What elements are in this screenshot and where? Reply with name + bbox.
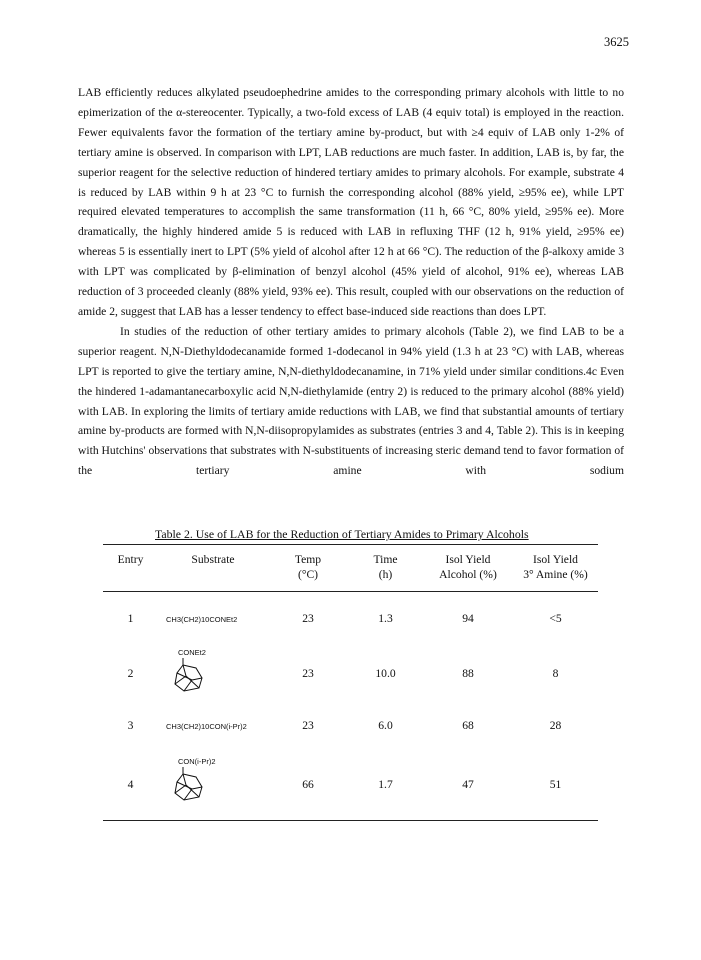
cell-alcohol-yield: 94 [462, 611, 474, 625]
cell-temp: 23 [302, 611, 314, 625]
cell-time: 10.0 [375, 666, 396, 680]
cell-temp: 23 [302, 666, 314, 680]
header-temp: Temp (°C) [268, 545, 348, 592]
cell-time: 1.7 [378, 777, 393, 791]
page-number: 3625 [604, 35, 629, 49]
cell-temp: 66 [302, 777, 314, 791]
table-row [103, 644, 598, 702]
header-entry: Entry [103, 545, 158, 592]
table-header-row [103, 545, 598, 592]
cell-time: 6.0 [378, 718, 393, 732]
substituent-label: CON(i-Pr)2 [178, 756, 216, 766]
cell-amine-yield: 51 [549, 777, 562, 791]
cell-alcohol-yield: 47 [462, 777, 474, 791]
body-text [78, 83, 624, 481]
cell-substrate [158, 644, 268, 702]
cell-substrate [158, 592, 268, 645]
header-amine-yield: Isol Yield 3° Amine (%) [513, 545, 598, 592]
cell-alcohol-yield: 68 [462, 718, 474, 732]
cell-substrate [158, 702, 268, 748]
cell-alcohol-yield: 88 [462, 666, 474, 680]
table-caption: Table 2. Use of LAB for the Reduction of Tertiary Amides to Primary Alcohols [155, 527, 529, 541]
cell-entry: 1 [127, 611, 134, 625]
substrate-formula: CH3(CH2)10CON(i-Pr)2 [166, 721, 247, 731]
table-row [103, 702, 598, 748]
cell-substrate [158, 748, 268, 820]
cell-amine-yield: 8 [552, 666, 559, 680]
adamantane-structure [166, 757, 236, 809]
cell-entry: 4 [127, 777, 134, 791]
cell-entry: 2 [127, 666, 134, 680]
cell-amine-yield: 28 [549, 718, 562, 732]
header-alcohol-yield: Isol Yield Alcohol (%) [423, 545, 513, 592]
cell-time: 1.3 [378, 611, 393, 625]
substrate-formula: CH3(CH2)10CONEt2 [166, 614, 238, 624]
cell-amine-yield: <5 [549, 611, 562, 625]
table-row [103, 748, 598, 820]
header-time: Time (h) [348, 545, 423, 592]
cell-temp: 23 [302, 718, 314, 732]
header-substrate: Substrate [158, 545, 268, 592]
adamantane-icon [172, 767, 212, 803]
cell-entry: 3 [127, 718, 134, 732]
substituent-label: CONEt2 [178, 647, 206, 657]
table-row [103, 592, 598, 645]
paragraph-1: LAB efficiently reduces alkylated pseudoephedrine amides to the corresponding primary alcohols with little to no epimerization of the α-stereocenter. Typically, a two-fold excess of LAB (4 equiv total) is employed in the reaction. Fewer equivalents favor the formation of the tertiary amine by-product, but with ≥4 equiv of LAB only 1-2% of tertiary amine is observed. In comparison with LPT, LAB reductions are much faster. In addition, LAB is, by far, the superior reagent for the selective reduction of hindered tertiary amides to primary alcohols. For example, substrate 4 is reduced by LAB within 9 h at 23 °C to furnish the corresponding alcohol (88% yield, ≥95% ee), while LPT required elevated temperatures to accomplish the same transformation (11 h, 66 °C, 80% yield, ≥95% ee). More dramatically, the highly hindered amide 5 is reduced with LAB in refluxing THF (12 h, 91% yield, ≥95% ee) whereas 5 is essentially inert to LPT (5% yield of alcohol after 12 h at 66 °C). The reduction of the β-alkoxy amide 3 with LPT was complicated by β-elimination of benzyl alcohol (45% yield of alcohol, 91% ee), whereas LAB reduction of 3 proceeded cleanly (88% yield, 93% ee). This result, coupled with our observations on the reduction of amide 2, suggest that LAB has a lesser tendency to effect base-induced side reactions than does LPT. [78, 86, 624, 318]
adamantane-icon [172, 658, 212, 694]
adamantane-structure [166, 648, 226, 696]
paragraph-2: In studies of the reduction of other tertiary amides to primary alcohols (Table 2), we find LAB to be a superior reagent. N,N-Diethyldodecanamide formed 1-dodecanol in 94% yield (1.3 h at 23 °C) with LAB, whereas LPT is reported to give the tertiary amine, N,N-diethyldodecanamine, in 71% yield under similar conditions.4c Even the hindered 1-adamantanecarboxylic acid N,N-diethylamide (entry 2) is reduced to the primary alcohol (88% yield) with LAB. In exploring the limits of tertiary amide reductions with LAB, we find that substantial amounts of tertiary amine by-products are formed with N,N-diisopropylamides as substrates (entries 3 and 4, Table 2). This is in keeping with Hutchins' observations that substrates with N-substituents of increasing steric demand tend to favor formation of the tertiary amine with sodium [78, 324, 624, 478]
table-2 [103, 544, 598, 821]
